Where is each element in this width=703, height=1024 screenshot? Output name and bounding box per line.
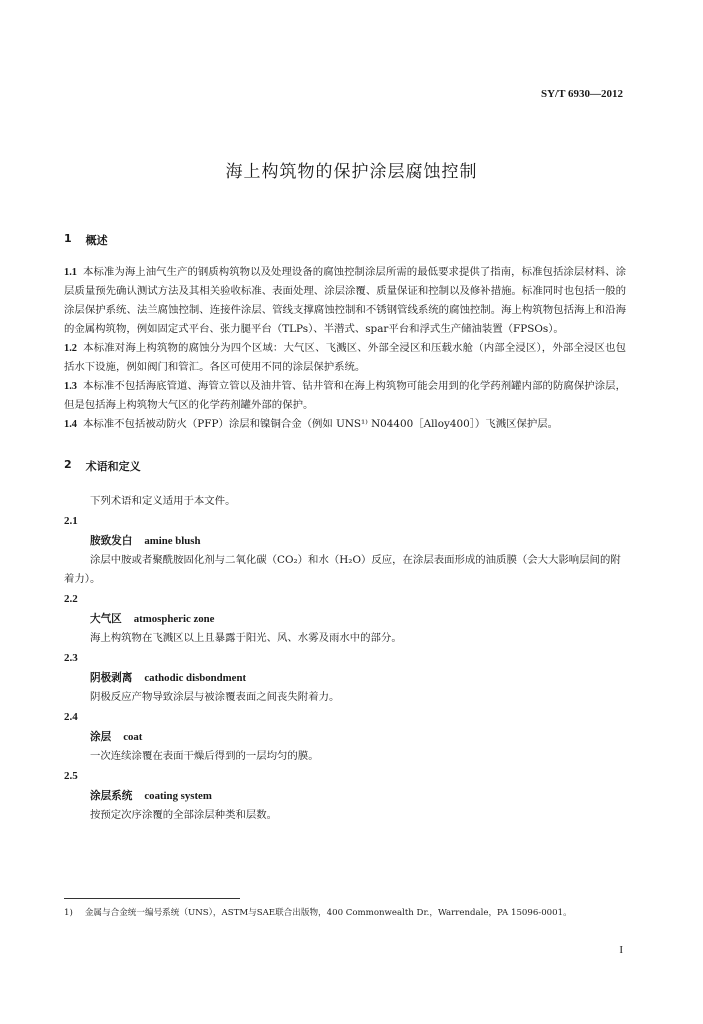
term-number: 2.2 bbox=[64, 593, 78, 605]
term-en: atmospheric zone bbox=[133, 613, 215, 625]
clause-number: 1.3 bbox=[64, 381, 77, 392]
term-zh: 涂层 bbox=[90, 731, 112, 743]
clause-number: 1.1 bbox=[64, 267, 77, 278]
term-definition: 涂层中胺或者聚酰胺固化剂与二氧化碳（CO₂）和水（H₂O）反应，在涂层表面形成的油质膜（会大大影响层间的附着力）。 bbox=[64, 554, 621, 585]
clause-1-4 bbox=[64, 415, 626, 434]
section-number: 2 bbox=[64, 458, 72, 471]
term-heading bbox=[90, 609, 626, 629]
term-definition: 海上构筑物在飞溅区以上且暴露于阳光、风、水雾及雨水中的部分。 bbox=[90, 632, 402, 644]
term-definition: 一次连续涂覆在表面干燥后得到的一层均匀的膜。 bbox=[90, 750, 319, 762]
term-2-3 bbox=[64, 649, 626, 707]
page-number: I bbox=[619, 944, 623, 956]
term-2-2 bbox=[64, 590, 626, 648]
term-definition: 阴极反应产物导致涂层与被涂覆表面之间丧失附着力。 bbox=[90, 691, 340, 703]
term-en: amine blush bbox=[144, 535, 201, 547]
term-heading bbox=[90, 668, 626, 688]
clause-text: 本标准为海上油气生产的钢质构筑物以及处理设备的腐蚀控制涂层所需的最低要求提供了指南，标准包括涂层材料、涂层质量预先确认测试方法及其相关验收标准、表面处理、涂层涂覆、质量保证和控制以及修补措施。标准同时也包括一般的涂层保护系统、法兰腐蚀控制、连接件涂层、管线支撑腐蚀控制和不锈钢管线系统的腐蚀控制。海上构筑物包括海上和沿海的金属构筑物，例如固定式平台、张力腿平台（TLPs）、半潜式、spar平台和浮式生产储油装置（FPSOs）。 bbox=[64, 266, 626, 335]
document-body bbox=[64, 232, 626, 825]
term-number: 2.4 bbox=[64, 711, 78, 723]
term-2-4 bbox=[64, 708, 626, 766]
clause-number: 1.2 bbox=[64, 343, 77, 354]
footnote-mark: 1) bbox=[64, 908, 73, 918]
term-zh: 胺致发白 bbox=[90, 535, 133, 547]
section-title: 术语和定义 bbox=[85, 460, 141, 473]
clause-1-3 bbox=[64, 377, 626, 415]
section-1-clauses bbox=[64, 263, 626, 434]
term-en: coat bbox=[123, 731, 143, 743]
term-number: 2.3 bbox=[64, 652, 78, 664]
term-heading bbox=[90, 786, 626, 806]
standard-code: SY/T 6930—2012 bbox=[540, 88, 623, 100]
term-number: 2.5 bbox=[64, 770, 78, 782]
section-2-intro: 下列术语和定义适用于本文件。 bbox=[90, 495, 236, 507]
term-heading bbox=[90, 531, 626, 551]
term-zh: 大气区 bbox=[90, 613, 122, 625]
section-title: 概述 bbox=[85, 234, 108, 247]
section-number: 1 bbox=[64, 232, 72, 245]
term-en: cathodic disbondment bbox=[144, 672, 247, 684]
clause-text: 本标准不包括被动防火（PFP）涂层和镍铜合金（例如 UNS¹⁾ N04400［Alloy400］）飞溅区保护层。 bbox=[83, 418, 559, 430]
term-heading bbox=[90, 727, 626, 747]
clause-1-1 bbox=[64, 263, 626, 339]
term-en: coating system bbox=[144, 790, 212, 802]
term-zh: 涂层系统 bbox=[90, 790, 133, 802]
section-2-heading bbox=[64, 458, 626, 474]
footnote-divider bbox=[64, 898, 240, 899]
term-definition: 按预定次序涂覆的全部涂层种类和层数。 bbox=[90, 809, 278, 821]
clause-number: 1.4 bbox=[64, 419, 77, 430]
term-2-5 bbox=[64, 767, 626, 825]
clause-text: 本标准不包括海底管道、海管立管以及油井管、钻井管和在海上构筑物可能会用到的化学药剂罐内部的防腐保护涂层，但是包括海上构筑物大气区的化学药剂罐外部的保护。 bbox=[64, 380, 626, 411]
clause-1-2 bbox=[64, 339, 626, 377]
section-1-heading bbox=[64, 232, 626, 248]
term-2-1 bbox=[64, 512, 626, 589]
clause-text: 本标准对海上构筑物的腐蚀分为四个区域：大气区、飞溅区、外部全浸区和压载水舱（内部全浸区），外部全浸区也包括水下设施，例如阀门和管汇。各区可使用不同的涂层保护系统。 bbox=[64, 342, 626, 373]
footnote bbox=[64, 905, 626, 922]
term-zh: 阴极剥离 bbox=[90, 672, 133, 684]
footnote-text: 金属与合金统一编号系统（UNS），ASTM与SAE联合出版物，400 Commonwealth Dr.，Warrendale，PA 15096-0001。 bbox=[84, 908, 572, 918]
term-number: 2.1 bbox=[64, 515, 78, 527]
page-title: 海上构筑物的保护涂层腐蚀控制 bbox=[225, 162, 478, 182]
